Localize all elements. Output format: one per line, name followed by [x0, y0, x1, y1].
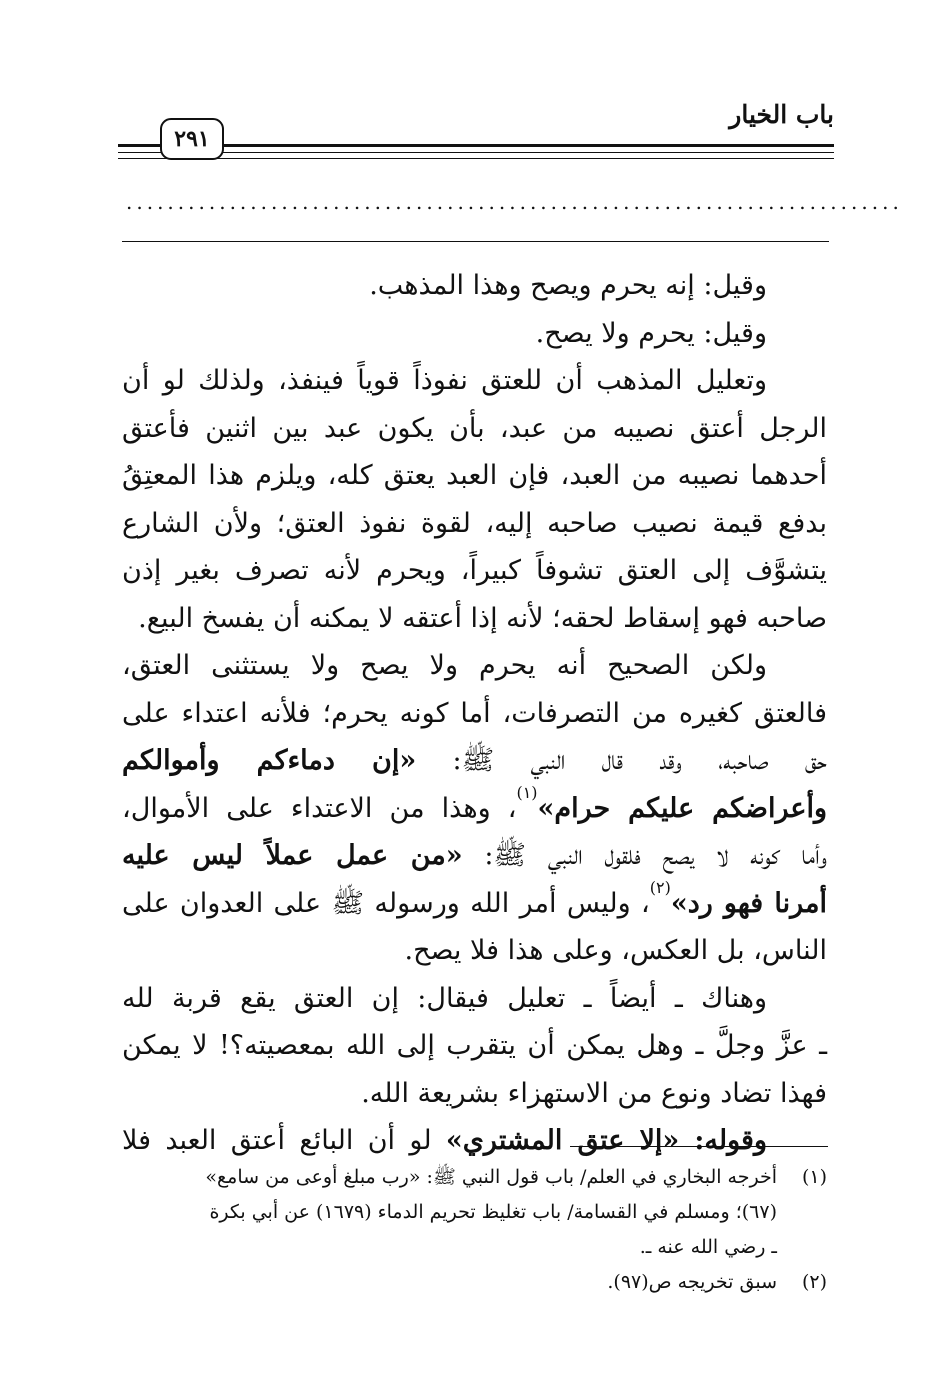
text-line: بدفع قيمة نصيب صاحبه إليه، لقوة نفوذ العتق؛ ولأن الشارع	[122, 507, 827, 539]
separator-rule	[122, 241, 829, 242]
chapter-title: باب الخيار	[729, 100, 834, 129]
footnote-number: (٢)	[801, 1271, 827, 1293]
footnote-rule	[570, 1146, 828, 1147]
hadith-quote: «من عمل عملاً ليس عليه	[122, 840, 463, 871]
text-line: وتعليل المذهب أن للعتق نفوذاً قوياً فينفذ، ولذلك لو أن	[122, 365, 767, 396]
text-line	[122, 782, 827, 833]
text-line: فالعتق كغيره من التصرفات، أما كونه يحرم؛ فلأنه اعتداء على	[122, 697, 827, 729]
footnote-text: ـ رضي الله عنه ـ.	[639, 1236, 777, 1258]
footnote-text: سبق تخريجه ص(٩٧).	[607, 1271, 777, 1293]
text-line	[122, 832, 827, 880]
footnotes	[122, 1160, 827, 1300]
header-rule-bottom	[118, 158, 834, 159]
body-text	[122, 262, 827, 1165]
page-number: ٢٩١	[160, 118, 224, 160]
page-header	[118, 100, 834, 162]
text-run: وأما كونه لا يصح فلقول النبي ﷺ:	[462, 840, 827, 871]
text-line: الرجل أعتق نصيبه من عبد، بأن يكون عبد بين اثنين فأعتق	[122, 412, 827, 444]
hadith-quote: وأعراضكم عليكم حرام»	[537, 792, 827, 824]
text-run: ، وهذا من الاعتداء على الأموال،	[122, 792, 517, 824]
text-run: لو أن البائع أعتق العبد فلا	[122, 1125, 446, 1156]
footnote-ref-2[interactable]: (٢)	[649, 877, 671, 897]
text-run: حق صاحبه، وقد قال النبي ﷺ:	[416, 745, 827, 776]
text-line: أحدهما نصيبه من العبد، فإن العبد يعتق كله، ويلزم هذا المعتِقُ	[122, 460, 827, 491]
footnote-1-cont	[122, 1195, 827, 1230]
footnote-text: (٦٧)؛ ومسلم في القسامة/ باب تغليظ تحريم الدماء (١٦٧٩) عن أبي بكرة	[209, 1201, 777, 1223]
text-line	[122, 737, 827, 785]
text-line: يتشوَّف إلى العتق تشوفاً كبيراً، ويحرم لأنه تصرف بغير إذن	[122, 555, 827, 586]
matn-quote: وقوله: «إلا عتق المشتري»	[445, 1125, 767, 1156]
text-line: صاحبه فهو إسقاط لحقه؛ لأنه إذا أعتقه لا يمكنه أن يفسخ البيع.	[138, 602, 827, 634]
hadith-quote: أمرنا فهو رد»	[670, 887, 827, 919]
footnote-text: أخرجه البخاري في العلم/ باب قول النبي ﷺ: «رب مبلغ أوعى من سامع»	[205, 1166, 777, 1188]
footnote-1-cont	[122, 1230, 827, 1265]
text-line: وقيل: يحرم ولا يصح.	[535, 317, 767, 349]
text-line	[122, 1117, 827, 1165]
text-line: فهذا تضاد ونوع من الاستهزاء بشريعة الله.	[361, 1077, 827, 1109]
hadith-quote: «إن دماءكم وأموالكم	[122, 745, 417, 776]
footnote-2	[122, 1265, 827, 1300]
footnote-1	[122, 1160, 827, 1195]
footnote-number: (١)	[801, 1166, 827, 1188]
header-rule-middle	[118, 152, 834, 153]
header-rule-top	[118, 144, 834, 147]
text-line: وقيل: إنه يحرم ويصح وهذا المذهب.	[369, 270, 767, 301]
text-line: الناس، بل العكس، وعلى هذا فلا يصح.	[404, 935, 827, 966]
text-line: ـ عزَّ وجلَّ ـ وهل يمكن أن يتقرب إلى الله بمعصيته؟! لا يمكن	[122, 1030, 827, 1061]
footnote-ref-1[interactable]: (١)	[516, 782, 538, 802]
text-line	[122, 877, 827, 928]
text-line: وهناك ـ أيضاً ـ تعليل فيقال: إن العتق يقع قربة لله	[122, 982, 767, 1014]
text-line: ولكن الصحيح أنه يحرم ولا يصح ولا يستثنى العتق،	[122, 650, 767, 681]
dotted-separator: ...........................................................................	[126, 190, 903, 214]
text-run: ، وليس أمر الله ورسوله ﷺ على العدوان على	[122, 887, 650, 919]
